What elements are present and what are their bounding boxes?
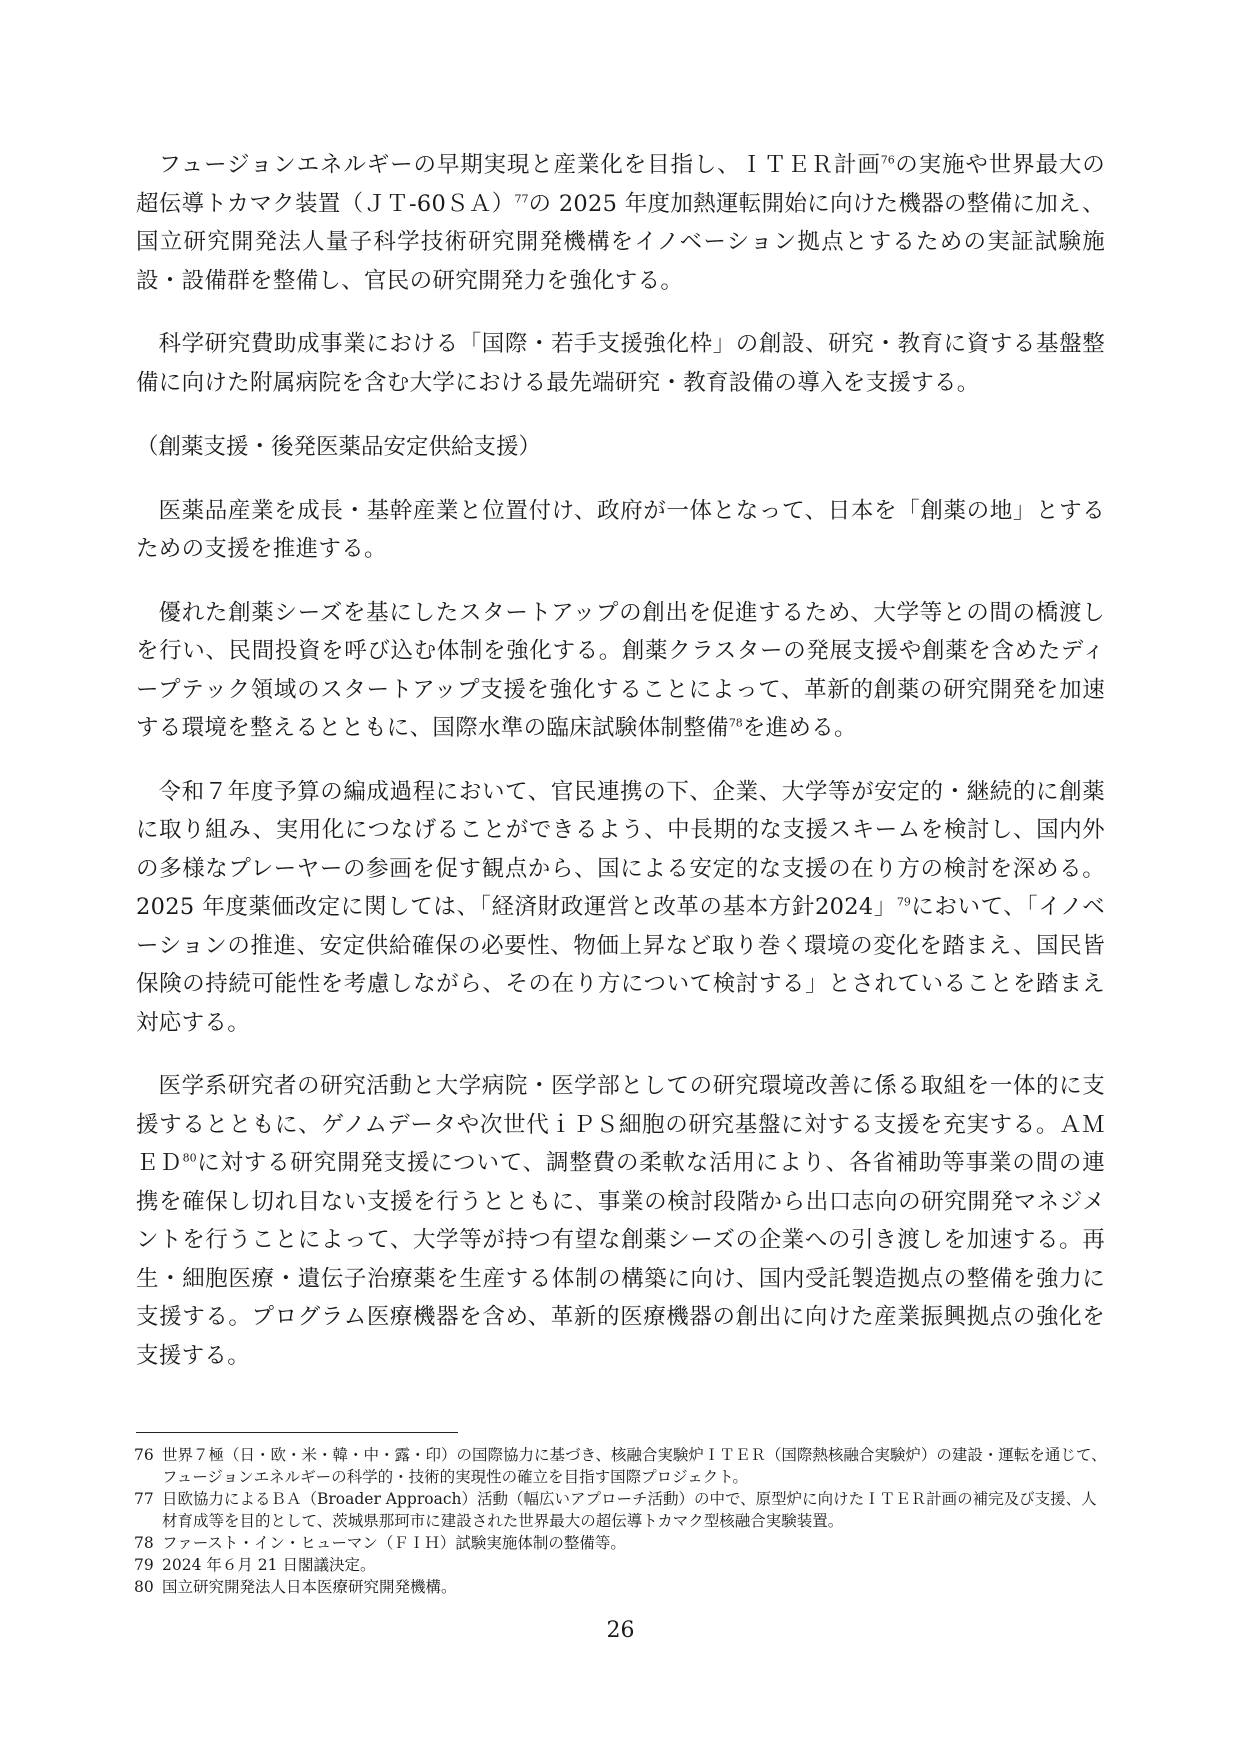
paragraph-text: において、「イノベーションの推進、安定供給確保の必要性、物価上昇など取り巻く環境の変化を踏まえ、国民皆保険の持続可能性を考慮しながら、その在り方について検討する」とされていることを踏まえ対応する。 — [136, 894, 1105, 1036]
footnote-ref-76: 76 — [880, 153, 895, 167]
footnote-item — [134, 1554, 1109, 1576]
paragraph-kakenhi: 科学研究費助成事業における「国際・若手支援強化枠」の創設、研究・教育に資する基盤整備に向けた附属病院を含む大学における最先端研究・教育設備の導入を支援する。 — [136, 331, 1105, 396]
paragraph-text: フュージョンエネルギーの早期実現と産業化を目指し、ＩＴＥＲ計画 — [158, 152, 881, 178]
footnote-text: ファースト・イン・ヒューマン（ＦＩＨ）試験実施体制の整備等。 — [162, 1534, 626, 1552]
section-heading: （創薬支援・後発医薬品安定供給支援） — [136, 434, 542, 460]
paragraph-budget — [136, 773, 1105, 1043]
footnote-ref-80: 80 — [182, 1151, 197, 1165]
footnote-number: 78 — [134, 1534, 154, 1552]
footnote-ref-79: 79 — [896, 895, 911, 909]
paragraph-pharma-industry: 医薬品産業を成長・基幹産業と位置付け、政府が一体となって、日本を「創薬の地」とするための支援を推進する。 — [136, 497, 1105, 562]
footnote-divider — [136, 1432, 458, 1433]
footnote-item — [134, 1532, 1109, 1554]
paragraph-text: 令和７年度予算の編成過程において、官民連携の下、企業、大学等が安定的・継続的に創薬に取り組み、実用化につなげることができるよう、中長期的な支援スキームを検討し、国内外の多様なプレーヤーの参画を促す観点から、国による安定的な支援の在り方の検討を深める。2025 年度薬価改定に関しては、「経済財政運営と改革の基本方針2024」 — [136, 778, 1105, 920]
paragraph-text: に対する研究開発支援について、調整費の柔軟な活用により、各省補助等事業の間の連携を確保し切れ目ない支援を行うとともに、事業の検討段階から出口志向の研究開発マネジメントを行うことによって、大学等が持つ有望な創薬シーズの企業への引き渡しを加速する。再生・細胞医療・遺伝子治療薬を生産する体制の構築に向け、国内受託製造拠点の整備を強力に支援する。プログラム医療機器を含め、革新的医療機器の創出に向けた産業振興拠点の強化を支援する。 — [136, 1150, 1105, 1369]
body-text — [136, 146, 1105, 1375]
footnote-text: 世界７極（日・欧・米・韓・中・露・印）の国際協力に基づき、核融合実験炉ＩＴＥＲ（国際熱核融合実験炉）の建設・運転を通じて、フュージョンエネルギーの科学的・技術的実現性の確立を目指す国際プロジェクト。 — [162, 1446, 1107, 1486]
paragraph-fusion — [136, 146, 1105, 300]
footnote-number: 76 — [134, 1446, 154, 1464]
footnote-item — [134, 1576, 1109, 1598]
page-number: 26 — [606, 1618, 635, 1643]
footnotes — [134, 1444, 1109, 1598]
paragraph-medical-research — [136, 1067, 1105, 1375]
paragraph-startup — [136, 594, 1105, 748]
paragraph-text: 医学系研究者の研究活動と大学病院・医学部としての研究環境改善に係る取組を一体的に支援するとともに、ゲノムデータや次世代ｉＰＳ細胞の研究基盤に対する支援を充実する。ＡＭＥＤ — [136, 1073, 1105, 1176]
footnote-item — [134, 1444, 1109, 1488]
paragraph-text: の 2025 年度加熱運転開始に向けた機器の整備に加え、国立研究開発法人量子科学技術研究開発機構をイノベーション拠点とするための実証試験施設・設備群を整備し、官民の研究開発力を強化する。 — [136, 190, 1105, 294]
paragraph-text: を進める。 — [742, 715, 857, 741]
footnote-text: 日欧協力によるＢＡ（Broader Approach）活動（幅広いアプローチ活動）の中で、原型炉に向けたＩＴＥＲ計画の補完及び支援、人材育成等を目的として、茨城県那珂市に建設された世界最大の超伝導トカマク型核融合実験装置。 — [162, 1490, 1097, 1530]
footnote-number: 77 — [134, 1490, 154, 1508]
footnote-ref-78: 78 — [728, 716, 743, 730]
footnote-number: 79 — [134, 1556, 154, 1574]
footnote-number: 80 — [134, 1578, 154, 1596]
footnote-text: 国立研究開発法人日本医療研究開発機構。 — [162, 1578, 457, 1596]
paragraph-text: 優れた創薬シーズを基にしたスタートアップの創出を促進するため、大学等との間の橋渡しを行い、民間投資を呼び込む体制を強化する。創薬クラスターの発展支援や創薬を含めたディープテック領域のスタートアップ支援を強化することによって、革新的創薬の研究開発を加速する環境を整えるとともに、国際水準の臨床試験体制整備 — [136, 599, 1105, 741]
paragraph-text: の実施や世界最大の超伝導トカマク装置（ＪＴ-60ＳＡ） — [136, 152, 1106, 217]
footnote-text: 2024 年６月 21 日閣議決定。 — [162, 1556, 376, 1574]
footnote-item — [134, 1488, 1109, 1532]
footnote-ref-77: 77 — [514, 192, 529, 205]
